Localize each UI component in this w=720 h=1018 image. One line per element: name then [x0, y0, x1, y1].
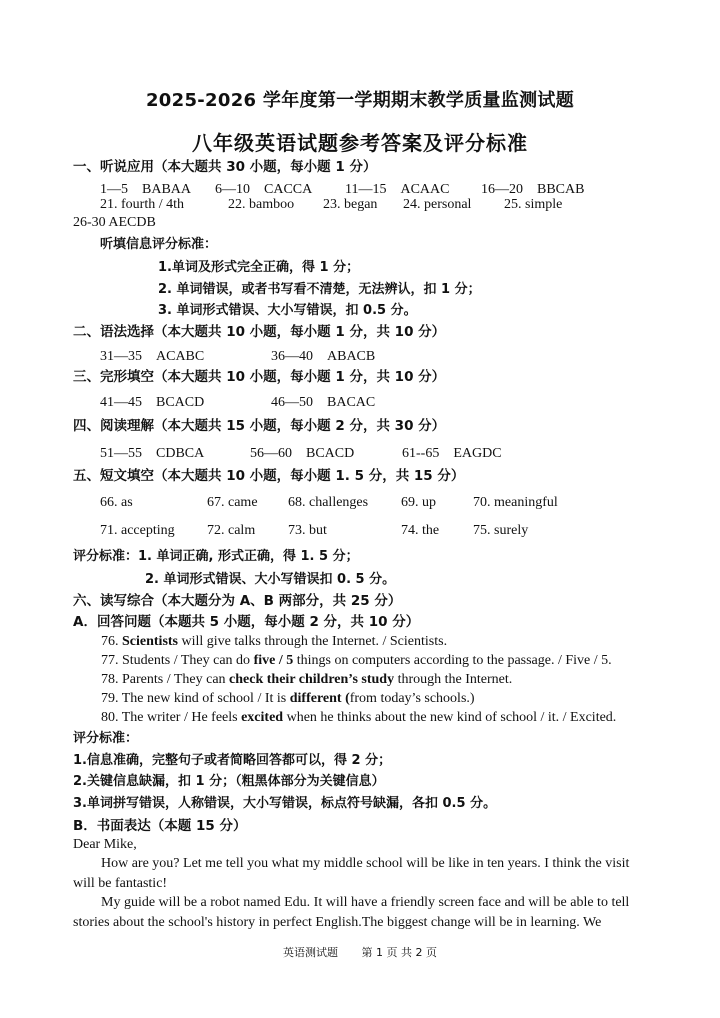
letter-paragraph-2: My guide will be a robot named Edu. It will have a friendly screen face and will be able to tell stories about the school's history in perfect English.The biggest change will be in learning. We [73, 895, 630, 930]
section-1-heading: 一、听说应用（本大题共 30 小题，每小题 1 分） [73, 159, 377, 175]
section-6-heading: 六、读写综合（本大题分为 A、B 两部分，共 25 分） [73, 593, 402, 609]
answer-51-55: 51—55 CDBCA [100, 446, 205, 461]
answer-56-60: 56—60 BCACD [250, 446, 355, 461]
answer-23: 23. began [323, 197, 378, 212]
answer-31-35: 31—35 ACABC [100, 349, 205, 364]
answer-67: 67. came [207, 495, 258, 510]
exam-title: 2025-2026 学年度第一学期期末教学质量监测试题 [145, 90, 575, 111]
cloze-criteria-1: 评分标准：1. 单词正确, 形式正确，得 1. 5 分； [73, 549, 359, 564]
page-footer [0, 944, 720, 960]
answer-68: 68. challenges [288, 495, 369, 510]
answer-6-10: 6—10 CACCA [215, 182, 313, 197]
letter-greeting: Dear Mike, [73, 837, 137, 852]
answer-25: 25. simple [504, 197, 563, 212]
answer-criteria-3: 3.单词拼写错误，人称错误，大小写错误，标点符号缺漏，各扣 0.5 分。 [73, 796, 497, 811]
answer-79: 79. The new kind of school / It is different (from today’s schools.) [101, 691, 475, 706]
answer-72: 72. calm [207, 523, 256, 538]
answer-77: 77. Students / They can do five / 5 things on computers according to the passage. / Five / 5. [101, 653, 612, 668]
section-4-heading: 四、阅读理解（本大题共 15 小题，每小题 2 分，共 30 分） [73, 418, 446, 434]
answer-46-50: 46—50 BACAC [271, 395, 376, 410]
answer-criteria-2: 2.关键信息缺漏，扣 1 分；（粗黑体部分为关键信息） [73, 774, 385, 789]
answer-22: 22. bamboo [228, 197, 295, 212]
cloze-criteria-2: 2. 单词形式错误、大小写错误扣 0. 5 分。 [145, 572, 396, 587]
answer-78: 78. Parents / They can check their children’s study through the Internet. [101, 672, 513, 687]
answer-70: 70. meaningful [473, 495, 558, 510]
answer-61-65: 61--65 EAGDC [402, 446, 502, 461]
answer-69: 69. up [401, 495, 436, 510]
answer-73: 73. but [288, 523, 327, 538]
answer-76: 76. Scientists will give talks through the Internet. / Scientists. [101, 634, 448, 649]
listening-criteria-2: 2. 单词错误，或者书写看不清楚，无法辨认，扣 1 分； [158, 282, 481, 297]
answer-36-40: 36—40 ABACB [271, 349, 376, 364]
answer-80: 80. The writer / He feels excited when he thinks about the new kind of school / it. / Excited. [101, 710, 617, 725]
answer-1-5: 1—5 BABAA [100, 182, 192, 197]
part-a-heading: A．回答问题（本题共 5 小题，每小题 2 分，共 10 分） [73, 614, 420, 630]
answer-66: 66. as [100, 495, 133, 510]
section-2-heading: 二、语法选择（本大题共 10 小题，每小题 1 分，共 10 分） [73, 324, 446, 340]
part-b-heading: B．书面表达（本题 15 分） [73, 818, 247, 834]
section-5-heading: 五、短文填空（本大题共 10 小题，每小题 1. 5 分，共 15 分） [73, 468, 465, 484]
answer-71: 71. accepting [100, 523, 175, 538]
answer-key-title: 八年级英语试题参考答案及评分标准 [192, 131, 528, 155]
section-3-heading: 三、完形填空（本大题共 10 小题，每小题 1 分，共 10 分） [73, 369, 446, 385]
listening-criteria-1: 1.单词及形式完全正确，得 1 分； [158, 260, 360, 275]
listening-criteria-3: 3. 单词形式错误、大小写错误，扣 0.5 分。 [158, 303, 417, 318]
answer-21: 21. fourth / 4th [100, 197, 184, 212]
footer-page-number: 第 1 页 共 2 页 [361, 946, 437, 959]
answer-74: 74. the [401, 523, 440, 538]
answer-criteria-title: 评分标准： [73, 731, 139, 746]
answer-11-15: 11—15 ACAAC [345, 182, 450, 197]
answer-24: 24. personal [403, 197, 472, 212]
answer-criteria-1: 1.信息准确，完整句子或者简略回答都可以，得 2 分； [73, 753, 392, 768]
answer-26-30: 26-30 AECDB [73, 215, 156, 230]
letter-paragraph-1: How are you? Let me tell you what my middle school will be like in ten years. I think the visit will be fantastic! [73, 856, 630, 891]
footer-subject: 英语测试题 [283, 946, 338, 959]
answer-16-20: 16—20 BBCAB [481, 182, 585, 197]
answer-41-45: 41—45 BCACD [100, 395, 205, 410]
listening-criteria-title: 听填信息评分标准： [100, 237, 218, 252]
answer-75: 75. surely [473, 523, 529, 538]
